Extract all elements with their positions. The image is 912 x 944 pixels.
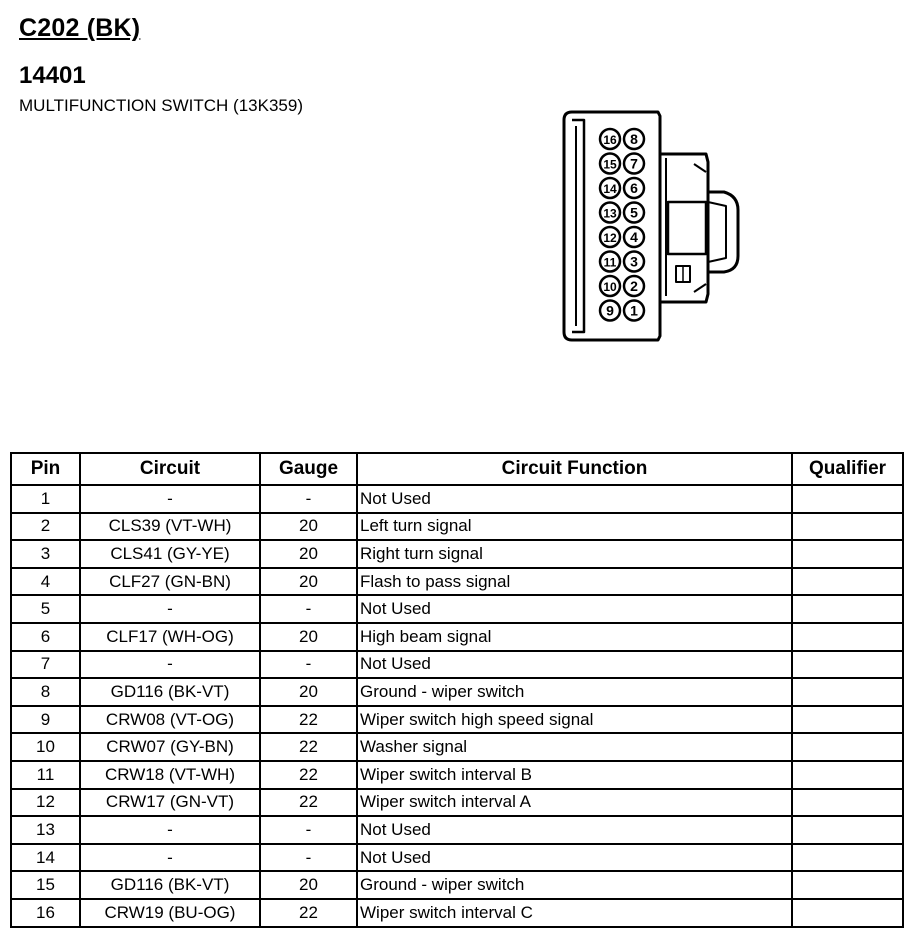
gauge-cell: - <box>260 816 357 844</box>
pin-label-6: 6 <box>630 180 638 196</box>
qualifier-cell <box>792 761 903 789</box>
header-pin: Pin <box>11 453 80 485</box>
gauge-cell: 22 <box>260 899 357 927</box>
gauge-cell: 22 <box>260 706 357 734</box>
circuit-function-cell: Right turn signal <box>357 540 792 568</box>
qualifier-cell <box>792 816 903 844</box>
circuit-cell: GD116 (BK-VT) <box>80 871 260 899</box>
pin-cell: 11 <box>11 761 80 789</box>
table-row <box>11 871 903 899</box>
part-description: MULTIFUNCTION SWITCH (13K359) <box>19 96 303 115</box>
table-row <box>11 623 903 651</box>
part-number: 14401 <box>19 62 86 89</box>
table-row <box>11 678 903 706</box>
pin-cell: 5 <box>11 595 80 623</box>
pin-cell: 10 <box>11 733 80 761</box>
circuit-function-cell: Wiper switch high speed signal <box>357 706 792 734</box>
pin-label-11: 11 <box>603 255 617 270</box>
circuit-function-cell: Left turn signal <box>357 513 792 541</box>
table-header-row <box>11 453 903 485</box>
header-circuit-function: Circuit Function <box>357 453 792 485</box>
pin-label-9: 9 <box>606 302 614 319</box>
table-row <box>11 706 903 734</box>
gauge-cell: 20 <box>260 623 357 651</box>
qualifier-cell <box>792 706 903 734</box>
gauge-cell: 20 <box>260 678 357 706</box>
circuit-function-cell: Wiper switch interval C <box>357 899 792 927</box>
circuit-cell: - <box>80 651 260 679</box>
circuit-cell: CRW08 (VT-OG) <box>80 706 260 734</box>
circuit-cell: CRW19 (BU-OG) <box>80 899 260 927</box>
qualifier-cell <box>792 595 903 623</box>
circuit-function-cell: High beam signal <box>357 623 792 651</box>
gauge-cell: 20 <box>260 513 357 541</box>
header-gauge: Gauge <box>260 453 357 485</box>
pin-cell: 3 <box>11 540 80 568</box>
circuit-function-cell: Washer signal <box>357 733 792 761</box>
gauge-cell: 22 <box>260 761 357 789</box>
circuit-cell: CRW18 (VT-WH) <box>80 761 260 789</box>
pin-cavities <box>600 129 644 321</box>
qualifier-cell <box>792 844 903 872</box>
gauge-cell: - <box>260 485 357 513</box>
table-row <box>11 733 903 761</box>
qualifier-cell <box>792 651 903 679</box>
pin-cell: 9 <box>11 706 80 734</box>
pin-cell: 7 <box>11 651 80 679</box>
pin-cell: 4 <box>11 568 80 596</box>
circuit-function-cell: Not Used <box>357 651 792 679</box>
gauge-cell: 22 <box>260 789 357 817</box>
table-row <box>11 513 903 541</box>
pin-cell: 15 <box>11 871 80 899</box>
pin-cell: 13 <box>11 816 80 844</box>
table-row <box>11 899 903 927</box>
qualifier-cell <box>792 623 903 651</box>
gauge-cell: - <box>260 595 357 623</box>
connector-diagram <box>556 106 756 346</box>
circuit-function-cell: Wiper switch interval B <box>357 761 792 789</box>
pin-cell: 6 <box>11 623 80 651</box>
pin-label-16: 16 <box>603 133 617 147</box>
qualifier-cell <box>792 485 903 513</box>
gauge-cell: 20 <box>260 568 357 596</box>
circuit-cell: GD116 (BK-VT) <box>80 678 260 706</box>
circuit-cell: - <box>80 485 260 513</box>
circuit-cell: - <box>80 844 260 872</box>
circuit-cell: CRW07 (GY-BN) <box>80 733 260 761</box>
qualifier-cell <box>792 540 903 568</box>
pin-label-13: 13 <box>603 206 617 221</box>
pin-label-10: 10 <box>603 280 617 294</box>
pin-cell: 14 <box>11 844 80 872</box>
circuit-cell: CRW17 (GN-VT) <box>80 789 260 817</box>
circuit-function-cell: Flash to pass signal <box>357 568 792 596</box>
qualifier-cell <box>792 899 903 927</box>
pin-label-3: 3 <box>630 253 638 270</box>
gauge-cell: - <box>260 844 357 872</box>
pin-cell: 1 <box>11 485 80 513</box>
pin-label-4: 4 <box>630 229 638 245</box>
circuit-function-cell: Wiper switch interval A <box>357 789 792 817</box>
table-row <box>11 540 903 568</box>
circuit-function-cell: Ground - wiper switch <box>357 678 792 706</box>
pin-label-1: 1 <box>630 302 638 319</box>
circuit-function-cell: Ground - wiper switch <box>357 871 792 899</box>
header-qualifier: Qualifier <box>792 453 903 485</box>
pin-table <box>10 452 904 928</box>
circuit-function-cell: Not Used <box>357 844 792 872</box>
table-row <box>11 761 903 789</box>
pin-label-2: 2 <box>630 278 638 294</box>
qualifier-cell <box>792 513 903 541</box>
qualifier-cell <box>792 789 903 817</box>
table-row <box>11 844 903 872</box>
circuit-cell: CLS41 (GY-YE) <box>80 540 260 568</box>
circuit-function-cell: Not Used <box>357 816 792 844</box>
table-row <box>11 568 903 596</box>
pin-cell: 16 <box>11 899 80 927</box>
pin-label-7: 7 <box>630 155 638 172</box>
table-row <box>11 595 903 623</box>
table-row <box>11 651 903 679</box>
pin-label-14: 14 <box>603 182 617 196</box>
gauge-cell: 20 <box>260 540 357 568</box>
gauge-cell: 20 <box>260 871 357 899</box>
connector-id: C202 (BK) <box>19 14 141 42</box>
pin-label-15: 15 <box>603 157 617 172</box>
qualifier-cell <box>792 871 903 899</box>
gauge-cell: - <box>260 651 357 679</box>
table-row <box>11 485 903 513</box>
circuit-cell: - <box>80 816 260 844</box>
circuit-function-cell: Not Used <box>357 595 792 623</box>
gauge-cell: 22 <box>260 733 357 761</box>
qualifier-cell <box>792 678 903 706</box>
circuit-cell: CLF17 (WH-OG) <box>80 623 260 651</box>
table-row <box>11 789 903 817</box>
qualifier-cell <box>792 733 903 761</box>
qualifier-cell <box>792 568 903 596</box>
circuit-function-cell: Not Used <box>357 485 792 513</box>
header-circuit: Circuit <box>80 453 260 485</box>
pin-cell: 2 <box>11 513 80 541</box>
circuit-cell: CLF27 (GN-BN) <box>80 568 260 596</box>
pin-label-8: 8 <box>630 131 638 147</box>
pin-label-5: 5 <box>630 204 638 221</box>
table-row <box>11 816 903 844</box>
pin-cell: 8 <box>11 678 80 706</box>
circuit-cell: - <box>80 595 260 623</box>
pin-cell: 12 <box>11 789 80 817</box>
pin-label-12: 12 <box>603 231 617 245</box>
circuit-cell: CLS39 (VT-WH) <box>80 513 260 541</box>
